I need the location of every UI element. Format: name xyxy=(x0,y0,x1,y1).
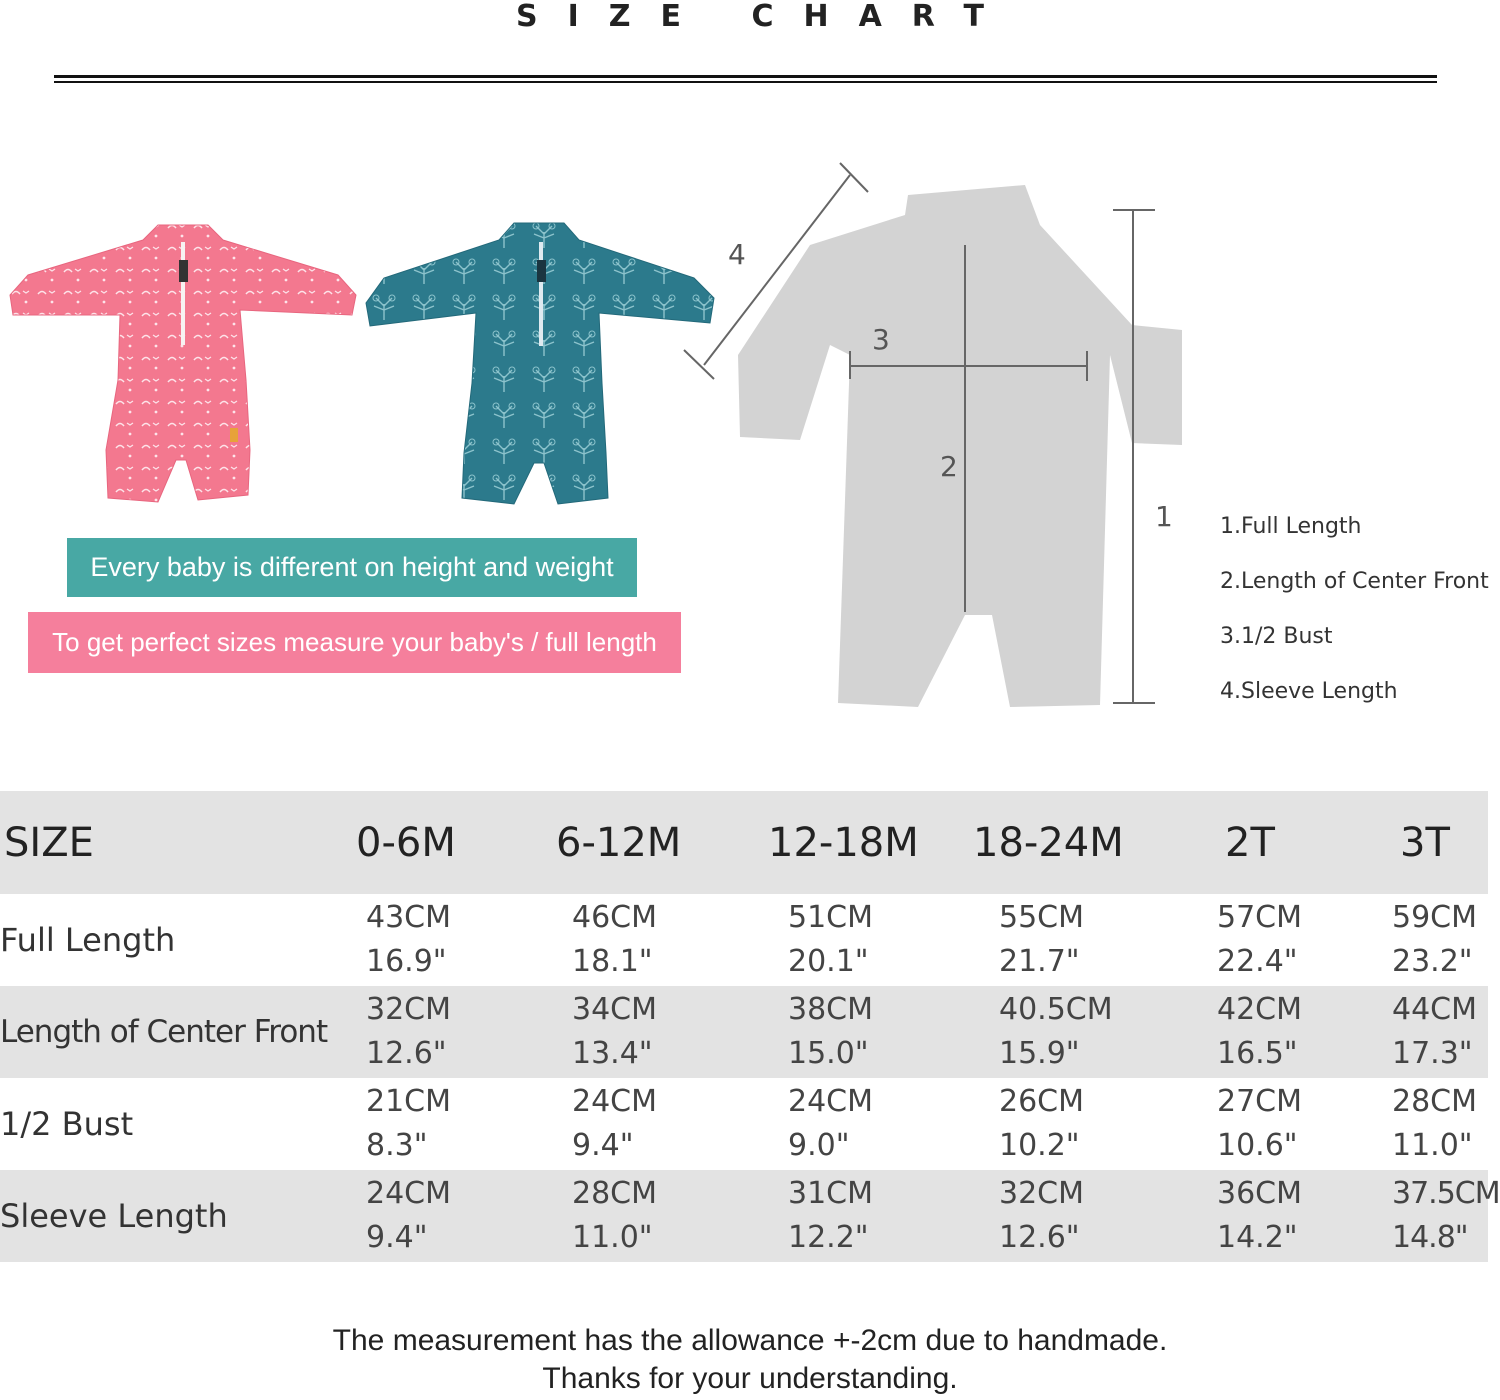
measurement-diagram xyxy=(680,155,1200,725)
value-cell: 43CM 16.9" xyxy=(366,900,452,979)
value-cell: 24CM 9.0" xyxy=(788,1084,874,1163)
legend-item: 4.Sleeve Length xyxy=(1220,679,1398,704)
title-divider-thin xyxy=(54,81,1437,83)
title-divider xyxy=(54,75,1437,78)
pink-swimsuit-image xyxy=(8,220,358,505)
value-cell: 21CM 8.3" xyxy=(366,1084,452,1163)
value-cell: 32CM 12.6" xyxy=(366,992,452,1071)
value-cell: 27CM 10.6" xyxy=(1217,1084,1303,1163)
value-cell: 40.5CM 15.9" xyxy=(999,992,1113,1071)
row-label: 1/2 Bust xyxy=(0,1105,134,1143)
value-cell: 46CM 18.1" xyxy=(572,900,658,979)
info-banner-pink: To get perfect sizes measure your baby's / full length xyxy=(28,612,681,673)
marker-4: 4 xyxy=(728,238,746,271)
header-cell: 6-12M xyxy=(556,819,682,866)
note-line: The measurement has the allowance +-2cm due to handmade. xyxy=(332,1324,1168,1357)
header-cell: 2T xyxy=(1225,819,1275,866)
row-label: Length of Center Front xyxy=(0,1014,328,1050)
marker-2: 2 xyxy=(940,450,958,483)
marker-3: 3 xyxy=(872,323,890,356)
value-cell: 55CM 21.7" xyxy=(999,900,1085,979)
legend-item: 2.Length of Center Front xyxy=(1220,569,1489,594)
legend-item: 1.Full Length xyxy=(1220,514,1362,539)
value-cell: 24CM 9.4" xyxy=(366,1176,452,1255)
romper-silhouette xyxy=(680,155,1200,725)
value-cell: 24CM 9.4" xyxy=(572,1084,658,1163)
measurement-legend xyxy=(1220,505,1489,725)
allowance-note xyxy=(0,1322,1500,1398)
value-cell: 28CM 11.0" xyxy=(1392,1084,1478,1163)
value-cell: 34CM 13.4" xyxy=(572,992,658,1071)
table-header-row xyxy=(0,791,1488,894)
value-cell: 36CM 14.2" xyxy=(1217,1176,1303,1255)
teal-swimsuit-image xyxy=(364,218,716,508)
value-cell: 26CM 10.2" xyxy=(999,1084,1085,1163)
table-row xyxy=(0,1170,1488,1262)
value-cell: 32CM 12.6" xyxy=(999,1176,1085,1255)
value-cell: 31CM 12.2" xyxy=(788,1176,874,1255)
value-cell: 57CM 22.4" xyxy=(1217,900,1303,979)
legend-item: 3.1/2 Bust xyxy=(1220,624,1333,649)
table-row xyxy=(0,986,1488,1078)
header-cell: 18-24M xyxy=(973,819,1124,866)
note-line: Thanks for your understanding. xyxy=(542,1362,958,1395)
info-banner-teal: Every baby is different on height and weight xyxy=(67,538,637,597)
value-cell: 28CM 11.0" xyxy=(572,1176,658,1255)
value-cell: 42CM 16.5" xyxy=(1217,992,1303,1071)
value-cell: 59CM 23.2" xyxy=(1392,900,1478,979)
value-cell: 44CM 17.3" xyxy=(1392,992,1478,1071)
marker-1: 1 xyxy=(1155,500,1173,533)
row-label: Sleeve Length xyxy=(0,1197,228,1235)
table-row xyxy=(0,894,1488,986)
size-table xyxy=(0,791,1500,1262)
header-cell: 0-6M xyxy=(356,819,456,866)
table-row xyxy=(0,1078,1488,1170)
value-cell: 37.5CM 14.8" xyxy=(1392,1176,1500,1255)
header-cell: 3T xyxy=(1400,819,1450,866)
header-cell: 12-18M xyxy=(768,819,919,866)
row-label: Full Length xyxy=(0,921,176,959)
value-cell: 51CM 20.1" xyxy=(788,900,874,979)
header-cell: SIZE xyxy=(4,819,94,866)
page-title: SIZE CHART xyxy=(515,0,1015,34)
value-cell: 38CM 15.0" xyxy=(788,992,874,1071)
